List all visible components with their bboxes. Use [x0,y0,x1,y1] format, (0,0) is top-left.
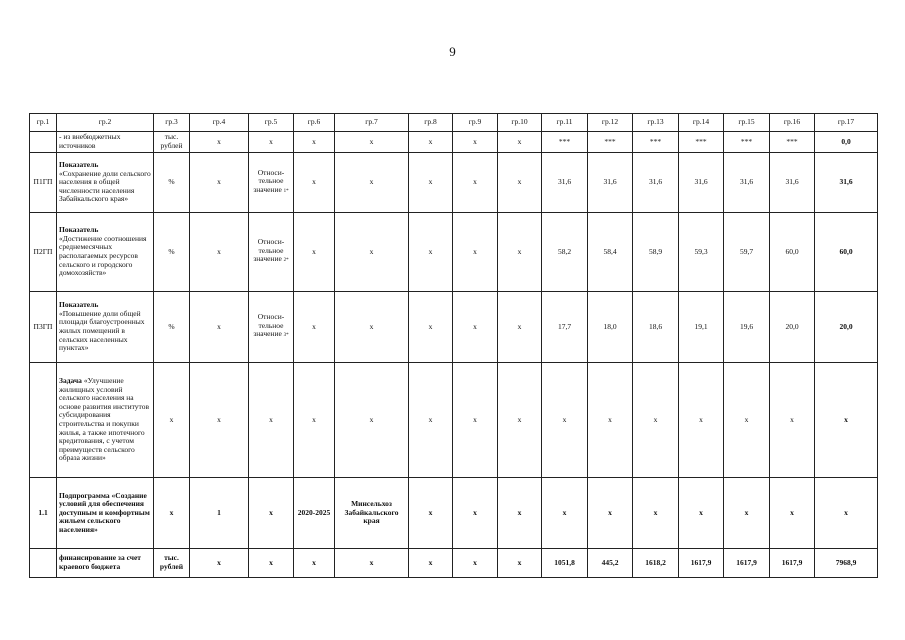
row-code [30,549,57,578]
table-row [30,153,878,213]
cell-year: x [770,363,815,478]
row-unit: тыс. рублей [154,549,190,578]
cell-g7: Минсельхоз Забайкальского края [335,478,409,549]
cell-year: 59,3 [679,213,724,292]
row-name [57,153,154,213]
table-row [30,132,878,153]
col-header: гр.7 [335,114,409,132]
row-name: - из внебюджетных источников [57,132,154,153]
cell-g4: x [190,549,249,578]
row-unit: % [154,213,190,292]
row-code [30,132,57,153]
cell-g5: x [249,478,294,549]
cell-g10: x [498,292,542,363]
cell-year: 1617,9 [679,549,724,578]
col-header: гр.6 [294,114,335,132]
cell-year: 58,9 [633,213,679,292]
cell-total: x [815,478,878,549]
relative-value-label: Относи-тельное значение [253,167,285,194]
cell-year: 31,6 [770,153,815,213]
col-header: гр.15 [724,114,770,132]
program-table [29,113,878,578]
cell-g8: x [409,478,453,549]
cell-year: 19,6 [724,292,770,363]
row-name-text: «Достижение соотношения среднемесячных располагаемых ресурсов сельского и городского домохозяйств» [59,233,147,278]
cell-g9: x [453,363,498,478]
table-row [30,549,878,578]
cell-g8: x [409,132,453,153]
col-header: гр.3 [154,114,190,132]
col-header: гр.14 [679,114,724,132]
cell-year: 445,2 [588,549,633,578]
col-header: гр.10 [498,114,542,132]
cell-total: x [815,363,878,478]
col-header: гр.4 [190,114,249,132]
cell-g10: x [498,363,542,478]
row-code: П2ГП [30,213,57,292]
table-row [30,292,878,363]
header-row [30,114,878,132]
cell-year: x [770,478,815,549]
row-name-bold: Показатель [59,300,99,310]
cell-g9: x [453,153,498,213]
cell-year: 18,6 [633,292,679,363]
cell-total: 0,0 [815,132,878,153]
relative-value-label: Относи-тельное значение [253,237,285,264]
row-unit: % [154,153,190,213]
row-code: 1.1 [30,478,57,549]
cell-year: 1618,2 [633,549,679,578]
cell-g4: x [190,363,249,478]
cell-g10: x [498,213,542,292]
cell-g6: x [294,549,335,578]
row-name-text: «Повышение доли общей площади благоустроенных жилых помещений в сельских населенных пунктах» [59,308,145,353]
cell-year: 1051,8 [542,549,588,578]
cell-g10: x [498,132,542,153]
cell-year: x [679,363,724,478]
relative-value-label: Относи-тельное значение [253,312,285,339]
row-name: Подпрограмма «Создание условий для обеспечения доступным и комфортным жильем сельского населения» [57,478,154,549]
footnote-mark: 2* [283,258,289,264]
cell-g7: x [335,549,409,578]
cell-year: *** [770,132,815,153]
cell-g4: x [190,213,249,292]
cell-g5 [249,292,294,363]
cell-g6: x [294,132,335,153]
cell-g9: x [453,292,498,363]
cell-g6: x [294,213,335,292]
cell-g8: x [409,363,453,478]
row-unit: % [154,292,190,363]
cell-year: 59,7 [724,213,770,292]
row-name-bold: Показатель [59,225,99,235]
cell-year: x [679,478,724,549]
col-header: гр.8 [409,114,453,132]
cell-g9: x [453,132,498,153]
cell-g6: x [294,363,335,478]
cell-g9: x [453,213,498,292]
cell-year: 31,6 [724,153,770,213]
cell-g6: 2020-2025 [294,478,335,549]
row-unit: x [154,363,190,478]
cell-g10: x [498,549,542,578]
row-name-text: «Сохранение доли сельского населения в общей численности населения Забайкальского края» [59,168,151,204]
cell-g7: x [335,363,409,478]
cell-g4: x [190,132,249,153]
cell-year: x [724,478,770,549]
cell-year: 58,2 [542,213,588,292]
cell-g8: x [409,549,453,578]
cell-g4: x [190,292,249,363]
cell-year: 31,6 [588,153,633,213]
cell-year: x [633,363,679,478]
cell-g4: 1 [190,478,249,549]
col-header: гр.9 [453,114,498,132]
col-header: гр.12 [588,114,633,132]
cell-g9: x [453,549,498,578]
cell-year: 1617,9 [770,549,815,578]
row-name [57,363,154,478]
row-name-bold: Задача [59,376,82,386]
cell-g7: x [335,213,409,292]
row-name [57,292,154,363]
cell-year: x [588,363,633,478]
row-code: П3ГП [30,292,57,363]
cell-year: 31,6 [679,153,724,213]
cell-g5: x [249,132,294,153]
cell-year: 1617,9 [724,549,770,578]
cell-g5: x [249,363,294,478]
footnote-mark: 3* [283,333,289,339]
row-unit: тыс. рублей [154,132,190,153]
row-code: П1ГП [30,153,57,213]
col-header: гр.13 [633,114,679,132]
cell-year: 17,7 [542,292,588,363]
table-row [30,363,878,478]
cell-year: x [542,363,588,478]
cell-g8: x [409,153,453,213]
cell-year: x [724,363,770,478]
cell-g5: x [249,549,294,578]
cell-year: 20,0 [770,292,815,363]
cell-g5 [249,213,294,292]
row-unit: x [154,478,190,549]
col-header: гр.2 [57,114,154,132]
cell-g6: x [294,153,335,213]
cell-g7: x [335,292,409,363]
row-name-text: «Улучшение жилищных условий сельского населения на основе развития институтов субсидирования строительства и покупки жилья, а также ипотечного кредитования, с учетом преимуществ сельского образа жизни» [59,376,149,463]
cell-year: 18,0 [588,292,633,363]
cell-total: 20,0 [815,292,878,363]
col-header: гр.17 [815,114,878,132]
cell-year: x [588,478,633,549]
cell-g10: x [498,478,542,549]
row-name [57,213,154,292]
col-header: гр.16 [770,114,815,132]
cell-year: *** [633,132,679,153]
col-header: гр.1 [30,114,57,132]
cell-g8: x [409,292,453,363]
cell-total: 60,0 [815,213,878,292]
cell-year: *** [724,132,770,153]
cell-g8: x [409,213,453,292]
cell-year: *** [679,132,724,153]
cell-year: x [633,478,679,549]
row-name-bold: Показатель [59,160,99,170]
cell-g5 [249,153,294,213]
row-name: финансирование за счет краевого бюджета [57,549,154,578]
cell-g9: x [453,478,498,549]
cell-year: *** [542,132,588,153]
cell-year: 60,0 [770,213,815,292]
cell-total: 7968,9 [815,549,878,578]
page-number: 9 [449,44,456,59]
table-row [30,478,878,549]
col-header: гр.11 [542,114,588,132]
col-header: гр.5 [249,114,294,132]
table-row [30,213,878,292]
cell-g7: x [335,132,409,153]
row-code [30,363,57,478]
cell-g4: x [190,153,249,213]
cell-g10: x [498,153,542,213]
cell-year: 31,6 [542,153,588,213]
cell-year: *** [588,132,633,153]
cell-year: 19,1 [679,292,724,363]
cell-year: x [542,478,588,549]
footnote-mark: 1* [283,188,289,194]
cell-g6: x [294,292,335,363]
cell-year: 58,4 [588,213,633,292]
cell-year: 31,6 [633,153,679,213]
cell-g7: x [335,153,409,213]
cell-total: 31,6 [815,153,878,213]
